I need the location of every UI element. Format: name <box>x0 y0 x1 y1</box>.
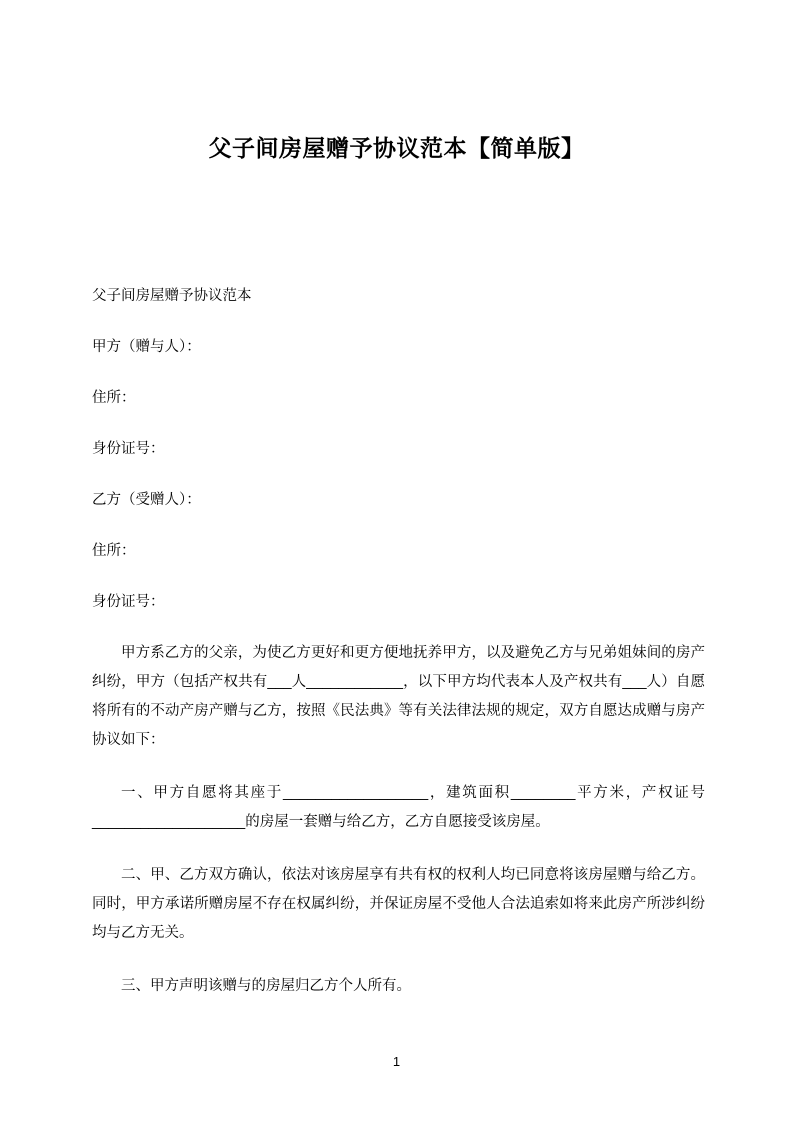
page-number: 1 <box>392 1054 401 1069</box>
paragraph-clause-1: 一、甲方自愿将其座于__________________，建筑面积________平方米，产权证号___________________的房屋一套赠与给乙方，乙方自愿接受该房屋。 <box>92 785 705 830</box>
party-line-yifang-address: 住所： <box>92 543 136 559</box>
page-title: 父子间房屋赠予协议范本【简单版】 <box>208 135 585 161</box>
party-line-yifang-id: 身份证号： <box>92 594 165 610</box>
paragraph-preamble: 甲方系乙方的父亲，为使乙方更好和更方便地抚养甲方，以及避免乙方与兄弟姐妹间的房产纠纷，甲方（包括产权共有___人____________，以下甲方均代表本人及产权共有___人）自愿将所有的不动产房产赠与乙方，按照《民法典》等有关法律法规的规定，双方自愿达成赠与房产协议如下： <box>92 645 705 748</box>
party-line-jiafang-id: 身份证号： <box>92 441 165 457</box>
party-line-jiafang-address: 住所： <box>92 390 136 406</box>
paragraph-clause-2: 二、甲、乙方双方确认，依法对该房屋享有共有权的权利人均已同意将该房屋赠与给乙方。同时，甲方承诺所赠房屋不存在权属纠纷，并保证房屋不受他人合法追索如将来此房产所涉纠纷均与乙方无关。 <box>92 867 705 941</box>
party-line-yifang: 乙方（受赠人）： <box>92 492 201 508</box>
document-heading: 父子间房屋赠予协议范本 <box>92 288 252 304</box>
party-line-jiafang: 甲方（赠与人）： <box>92 339 201 355</box>
document-body <box>92 282 705 1025</box>
paragraph-clause-3: 三、甲方声明该赠与的房屋归乙方个人所有。 <box>121 978 411 994</box>
